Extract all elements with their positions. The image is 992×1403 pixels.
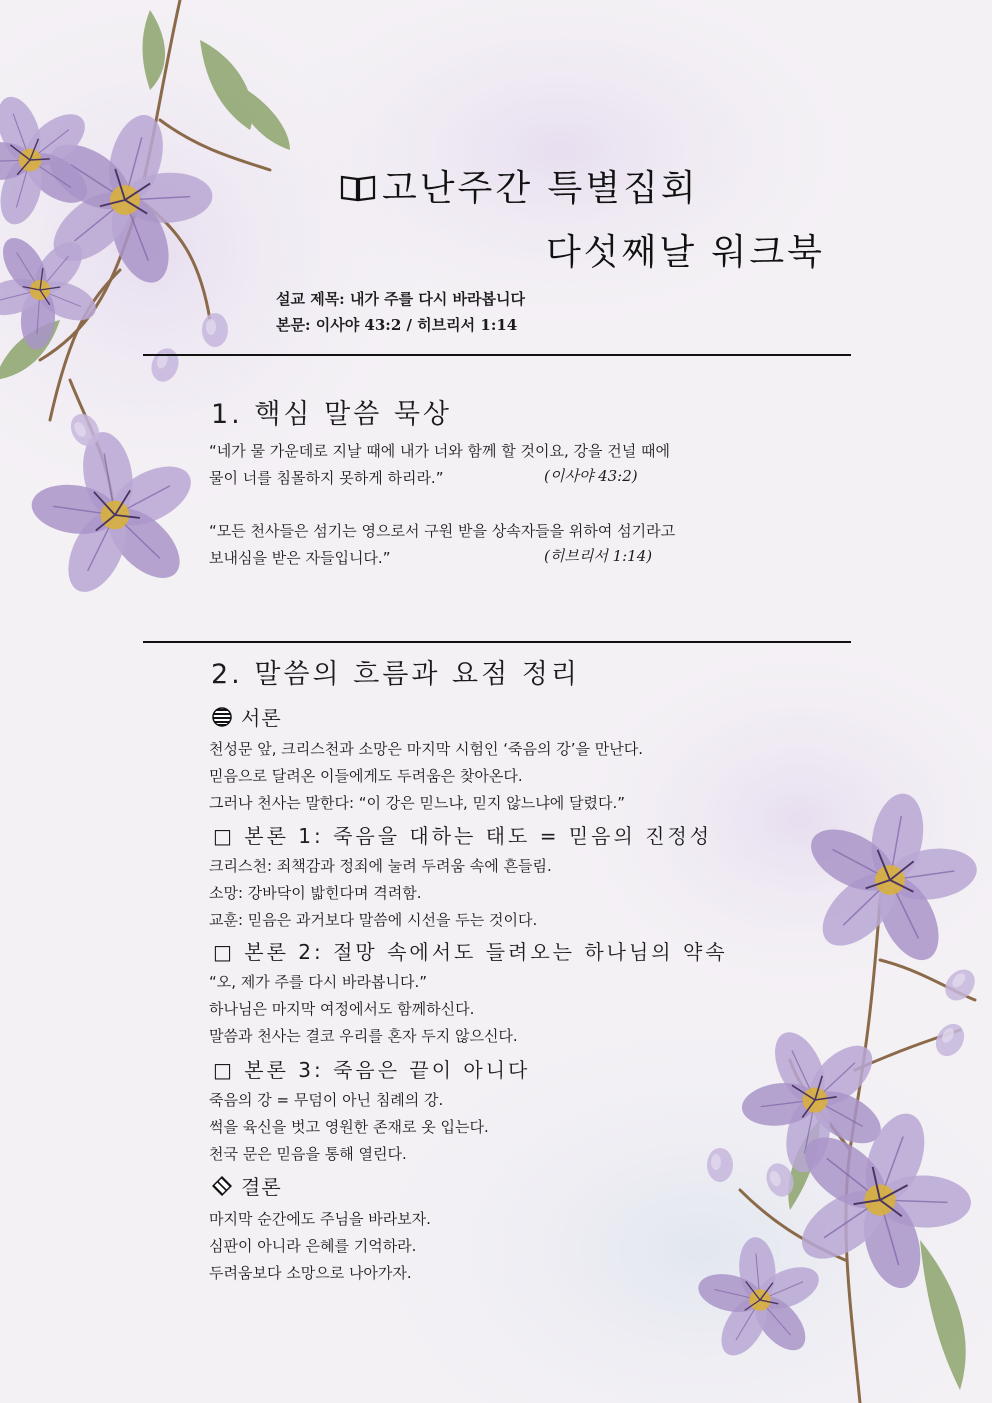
body3-line: 천국 문은 믿음을 통해 열린다. (209, 1145, 407, 1163)
conclusion-line: 마지막 순간에도 주님을 바라보자. (209, 1210, 431, 1228)
quote1-line1: “네가 물 가운데로 지날 때에 내가 너와 함께 할 것이요, 강을 건널 때에 (209, 442, 670, 460)
conclusion-line: 심판이 아니라 은혜를 기억하라. (209, 1237, 417, 1255)
intro-lines (209, 736, 643, 817)
striped-circle-icon (212, 707, 232, 727)
conclusion-line: 두려움보다 소망으로 나아가자. (209, 1264, 412, 1282)
conclusion-lines (209, 1206, 431, 1287)
striped-diamond-icon (212, 1176, 232, 1196)
quote2-reference: (히브리서 1:14) (544, 547, 653, 565)
body3-heading: □ 본론 3: 죽음은 끝이 아니다 (213, 1058, 531, 1082)
intro-line: 천성문 앞, 크리스천과 소망은 마지막 시험인 ‘죽음의 강’을 만난다. (209, 740, 643, 758)
intro-line: 믿음으로 달려온 이들에게도 두려움은 찾아온다. (209, 767, 523, 785)
intro-heading (212, 702, 282, 731)
intro-line: 그러나 천사는 말한다: “이 강은 믿느냐, 믿지 않느냐에 달렸다.” (209, 794, 626, 812)
body1-lines (209, 853, 552, 934)
page-title-text: 고난주간 특별집회 (382, 168, 699, 209)
quote2-line2: 보내심을 받은 자들입니다.” (209, 549, 391, 567)
quote1-line2: 물이 너를 침몰하지 못하게 하리라.” (209, 469, 444, 487)
quote1-reference: (이사야 43:2) (544, 467, 638, 485)
body1-line: 소망: 강바닥이 밟힌다며 격려함. (209, 884, 422, 902)
body2-lines (209, 969, 518, 1050)
body1-line: 교훈: 믿음은 과거보다 말씀에 시선을 두는 것이다. (209, 911, 538, 929)
body3-line: 죽음의 강 = 무덤이 아닌 침례의 강. (209, 1091, 444, 1109)
body2-line: 하나님은 마지막 여정에서도 함께하신다. (209, 1000, 475, 1018)
open-book-icon (340, 173, 376, 203)
intro-label: 서론 (241, 706, 282, 730)
body2-line: “오, 제가 주를 다시 바라봅니다.” (209, 973, 428, 991)
section1-heading: 1. 핵심 말씀 묵상 (211, 399, 453, 430)
sermon-title: 설교 제목: 내가 주를 다시 바라봅니다 (276, 290, 525, 308)
quote2-line1: “모든 천사들은 섬기는 영으로서 구원 받을 상속자들을 위하여 섬기라고 (209, 522, 676, 540)
body2-heading: □ 본론 2: 절망 속에서도 들려오는 하나님의 약속 (213, 940, 728, 964)
page-title (340, 160, 699, 211)
section2-heading: 2. 말씀의 흐름과 요점 정리 (211, 659, 580, 690)
scripture-reference: 본문: 이사야 43:2 / 히브리서 1:14 (276, 316, 518, 334)
divider-middle (143, 641, 851, 643)
page-subtitle: 다섯째날 워크북 (546, 232, 825, 273)
divider-top (143, 354, 851, 356)
conclusion-label: 결론 (241, 1175, 282, 1199)
body3-lines (209, 1087, 489, 1168)
body3-line: 썩을 육신을 벗고 영원한 존재로 옷 입는다. (209, 1118, 489, 1136)
body1-heading: □ 본론 1: 죽음을 대하는 태도 = 믿음의 진정성 (213, 824, 713, 848)
body2-line: 말씀과 천사는 결코 우리를 혼자 두지 않으신다. (209, 1027, 518, 1045)
conclusion-heading (212, 1171, 282, 1200)
body1-line: 크리스천: 죄책감과 정죄에 눌려 두려움 속에 흔들림. (209, 857, 552, 875)
